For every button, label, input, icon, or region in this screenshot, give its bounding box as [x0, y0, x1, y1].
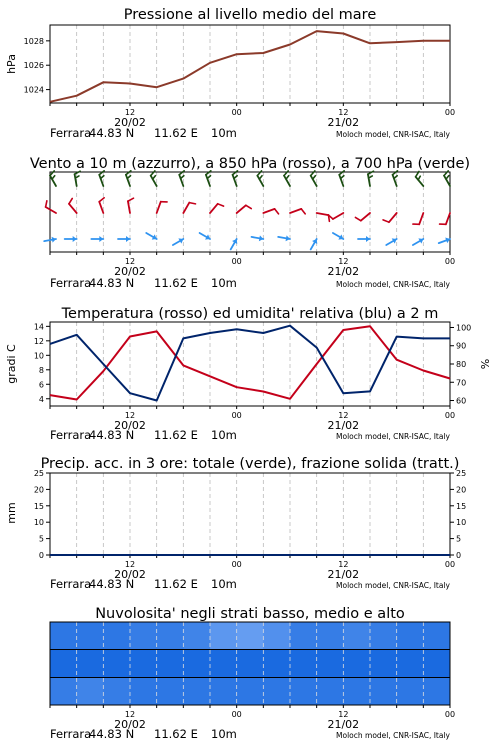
cloud-cell	[397, 650, 424, 678]
wind-barb-850hpa	[413, 213, 423, 224]
y-tick-label: 20	[456, 485, 467, 495]
cloud-cell	[317, 678, 344, 706]
barb-feather	[246, 205, 251, 208]
wind-barb-850hpa	[328, 213, 343, 219]
barb-arrowhead	[126, 236, 130, 242]
cloud-cell	[210, 678, 237, 706]
y-tick-label: 10	[33, 351, 44, 361]
barb-feather	[301, 209, 305, 214]
x-tick-label: 00	[444, 710, 456, 719]
y-tick-label: 10	[33, 518, 44, 528]
wind-barb-10m	[252, 235, 264, 241]
location-label: 44.83 N	[89, 727, 135, 741]
y-tick-label: 25	[456, 469, 467, 478]
cloud-cell	[370, 650, 397, 678]
cloud-cell	[157, 678, 184, 706]
wind-barb-10m	[118, 236, 130, 242]
x-tick-label: 12	[338, 560, 349, 569]
x-tick-label: 00	[231, 108, 242, 117]
barb-shaft	[361, 213, 370, 221]
wind-barb-700hpa	[284, 171, 290, 186]
y-tick-label: 1028	[23, 36, 44, 46]
location-label: Ferrara	[50, 126, 92, 140]
barb-shaft	[263, 209, 274, 213]
wind-barb-850hpa	[210, 204, 224, 213]
cloud-cell	[77, 622, 104, 650]
barb-feather	[446, 176, 449, 179]
y-tick-label: 14	[33, 322, 44, 332]
cloud-cell	[50, 678, 77, 706]
wind-barb-700hpa	[416, 171, 424, 186]
location-label: 44.83 N	[89, 126, 135, 140]
cloud-cell	[317, 650, 344, 678]
wind-barb-850hpa	[355, 213, 370, 221]
barb-feather	[153, 176, 156, 179]
y-tick-label: 6	[38, 380, 44, 390]
location-label: Ferrara	[50, 727, 92, 741]
location-label: 10m	[211, 727, 237, 741]
cloud-cell	[397, 678, 424, 706]
cloud-cell	[237, 622, 264, 650]
wind-barb-10m	[173, 238, 183, 245]
temperature-line	[50, 326, 450, 399]
y-tick-label: 60	[456, 396, 467, 406]
barb-arrowhead	[259, 235, 263, 241]
cloud-cell	[77, 650, 104, 678]
wind-plot-frame	[50, 172, 450, 252]
wind-barb-850hpa	[383, 213, 397, 222]
barb-shaft	[389, 213, 397, 222]
y-tick-label: 10	[456, 518, 467, 528]
cloud-cell	[423, 650, 450, 678]
x-date-label: 20/02	[114, 116, 146, 129]
cloud-panel	[50, 606, 455, 741]
wind-barb-700hpa	[444, 171, 450, 186]
barb-arrowhead	[366, 236, 370, 242]
barb-shaft	[419, 213, 423, 224]
barb-arrowhead	[286, 235, 290, 241]
pressure-ylabel: hPa	[5, 54, 18, 74]
location-label: 44.83 N	[89, 428, 135, 442]
y-tick-label: 5	[456, 534, 462, 544]
cloud-title: Nuvolosita' negli strati basso, medio e alto	[95, 606, 405, 622]
cloud-cell	[370, 678, 397, 706]
barb-feather	[46, 201, 47, 207]
x-date-label: 20/02	[114, 265, 146, 278]
barb-arrowhead	[73, 236, 77, 242]
cloud-cell	[103, 622, 130, 650]
model-credit: Moloch model, CNR-ISAC, Italy	[336, 581, 450, 590]
wind-barb-850hpa	[290, 209, 305, 214]
y-tick-label: 20	[33, 485, 44, 495]
barb-shaft	[290, 209, 301, 213]
location-label: 11.62 E	[154, 276, 198, 290]
x-date-label: 21/02	[327, 419, 360, 432]
barb-feather	[259, 176, 262, 179]
barb-arrowhead	[52, 237, 56, 243]
wind-barb-10m	[358, 236, 370, 242]
y-tick-label: 25	[33, 469, 44, 478]
barb-shaft	[237, 205, 246, 213]
y-tick-label: 12	[33, 336, 44, 346]
barb-shaft	[317, 213, 329, 215]
location-label: 11.62 E	[154, 428, 198, 442]
x-tick-label: 12	[338, 710, 349, 719]
location-label: 11.62 E	[154, 727, 198, 741]
barb-shaft	[69, 204, 77, 213]
y-tick-label: 8	[38, 365, 44, 375]
cloud-cell	[157, 650, 184, 678]
location-label: 44.83 N	[89, 577, 135, 591]
x-tick-label: 00	[444, 411, 456, 420]
wind-barb-10m	[333, 233, 343, 240]
wind-barb-10m	[439, 238, 450, 244]
barb-feather	[313, 176, 316, 179]
location-label: Ferrara	[50, 577, 92, 591]
barb-shaft	[446, 213, 450, 224]
precip-title: Precip. acc. in 3 ore: totale (verde), frazione solida (tratt.)	[40, 456, 460, 472]
cloud-cell	[290, 678, 317, 706]
cloud-cell	[290, 622, 317, 650]
y-tick-label: 0	[38, 551, 44, 560]
location-label: 10m	[211, 276, 237, 290]
cloud-cell	[130, 678, 157, 706]
cloud-cell	[343, 678, 370, 706]
x-tick-label: 12	[124, 710, 136, 719]
wind-barb-10m	[65, 236, 77, 242]
barb-shaft	[157, 202, 161, 213]
cloud-cell	[263, 622, 290, 650]
barb-feather	[127, 176, 130, 179]
x-date-label: 20/02	[114, 419, 146, 432]
cloud-cell	[343, 622, 370, 650]
wind-barb-700hpa	[75, 171, 81, 186]
wind-barb-10m	[200, 233, 210, 240]
y-tick-label: 1024	[23, 85, 44, 95]
y-tick-label: 70	[456, 378, 467, 388]
cloud-cell	[423, 622, 450, 650]
temperature-ylabel: gradi C	[5, 344, 18, 384]
x-tick-label: 12	[124, 560, 136, 569]
location-label: 44.83 N	[89, 276, 135, 290]
barb-feather	[383, 220, 389, 222]
x-tick-label: 00	[231, 560, 242, 569]
wind-barb-850hpa	[317, 213, 330, 221]
wind-barb-850hpa	[237, 205, 252, 213]
cloud-cell	[183, 650, 210, 678]
barb-feather	[234, 176, 237, 179]
wind-barb-850hpa	[46, 201, 56, 213]
x-tick-label: 12	[124, 257, 136, 266]
cloud-cell	[157, 622, 184, 650]
wind-barb-10m	[146, 233, 156, 240]
wind-barb-700hpa	[311, 171, 317, 186]
barb-shaft	[210, 204, 218, 213]
cloud-cell	[130, 622, 157, 650]
x-tick-label: 12	[124, 108, 136, 117]
pressure-line	[50, 31, 450, 102]
location-label: Ferrara	[50, 428, 92, 442]
wind-barb-10m	[91, 236, 103, 242]
cloud-cell	[210, 650, 237, 678]
cloud-cell	[50, 622, 77, 650]
location-label: Ferrara	[50, 276, 92, 290]
wind-barb-850hpa	[69, 198, 77, 213]
x-tick-label: 00	[231, 710, 242, 719]
barb-feather	[69, 198, 72, 203]
wind-barb-10m	[278, 235, 290, 241]
pressure-title: Pressione al livello medio del mare	[123, 7, 377, 23]
y-tick-label: 15	[33, 501, 44, 511]
wind-barb-850hpa	[183, 203, 195, 213]
x-tick-label: 00	[231, 257, 242, 266]
cloud-cell	[397, 622, 424, 650]
wind-title: Vento a 10 m (azzurro), a 850 hPa (rosso), a 700 hPa (verde)	[29, 156, 471, 172]
cloud-cell	[317, 622, 344, 650]
precip-plot-frame	[50, 473, 450, 555]
barb-feather	[286, 176, 289, 179]
cloud-cell	[210, 622, 237, 650]
barb-shaft	[99, 202, 103, 213]
cloud-cell	[50, 650, 77, 678]
barb-feather	[181, 176, 184, 179]
wind-barb-10m	[386, 238, 396, 245]
x-date-label: 21/02	[327, 718, 360, 731]
cloud-cell	[130, 650, 157, 678]
y-tick-label: 1026	[23, 61, 44, 71]
barb-feather	[355, 217, 360, 220]
barb-shaft	[46, 207, 56, 213]
barb-feather	[207, 176, 210, 179]
barb-feather	[418, 176, 420, 180]
y-tick-label: 5	[38, 534, 44, 544]
barb-feather	[394, 176, 397, 179]
x-tick-label: 12	[124, 411, 136, 420]
model-credit: Moloch model, CNR-ISAC, Italy	[336, 432, 450, 441]
model-credit: Moloch model, CNR-ISAC, Italy	[336, 731, 450, 740]
barb-feather	[341, 176, 344, 179]
x-date-label: 21/02	[327, 568, 360, 581]
x-tick-label: 00	[444, 108, 456, 117]
wind-barb-10m	[413, 238, 423, 245]
y-tick-label: 100	[456, 323, 472, 333]
y-tick-label: 0	[456, 551, 462, 560]
precip-panel	[5, 456, 466, 591]
y-tick-label: 15	[456, 501, 467, 511]
x-tick-label: 00	[231, 411, 242, 420]
cloud-cell	[290, 650, 317, 678]
cloud-cell	[237, 650, 264, 678]
location-label: 10m	[211, 428, 237, 442]
location-label: 11.62 E	[154, 126, 198, 140]
model-credit: Moloch model, CNR-ISAC, Italy	[336, 280, 450, 289]
x-tick-label: 12	[338, 411, 349, 420]
barb-feather	[128, 198, 134, 201]
cloud-cell	[103, 650, 130, 678]
wind-barb-700hpa	[257, 171, 263, 186]
x-tick-label: 12	[338, 257, 349, 266]
y-tick-label: 4	[38, 394, 44, 404]
wind-barb-850hpa	[157, 202, 167, 213]
barb-feather	[275, 209, 279, 214]
barb-shaft	[183, 203, 189, 213]
precip-ylabel: mm	[5, 502, 18, 524]
location-label: 10m	[211, 126, 237, 140]
temp-humidity-title: Temperatura (rosso) ed umidita' relativa (blu) a 2 m	[61, 306, 439, 322]
cloud-cell	[237, 678, 264, 706]
barb-feather	[218, 204, 224, 206]
x-date-label: 20/02	[114, 568, 146, 581]
pressure-plot-frame	[50, 25, 450, 103]
x-tick-label: 12	[338, 108, 349, 117]
cloud-cell	[263, 650, 290, 678]
barb-feather	[101, 176, 104, 179]
cloud-cell	[343, 650, 370, 678]
cloud-cell	[103, 678, 130, 706]
location-label: 10m	[211, 577, 237, 591]
cloud-cell	[423, 678, 450, 706]
barb-feather	[52, 176, 55, 179]
cloud-cell	[183, 678, 210, 706]
wind-barb-700hpa	[50, 171, 56, 186]
cloud-cell	[263, 678, 290, 706]
location-label: 11.62 E	[154, 577, 198, 591]
barb-feather	[189, 203, 195, 204]
cloud-cell	[77, 678, 104, 706]
x-date-label: 21/02	[327, 265, 360, 278]
wind-panel	[30, 156, 470, 290]
x-date-label: 20/02	[114, 718, 146, 731]
wind-barb-850hpa	[440, 213, 450, 224]
x-tick-label: 00	[444, 257, 456, 266]
wind-barb-700hpa	[151, 171, 157, 186]
y-tick-label: 90	[456, 341, 467, 351]
x-tick-label: 00	[444, 560, 456, 569]
pressure-panel	[5, 7, 455, 140]
model-credit: Moloch model, CNR-ISAC, Italy	[336, 130, 450, 139]
wind-barb-850hpa	[263, 209, 278, 214]
temp-humidity-panel	[5, 306, 492, 442]
humidity-ylabel: %	[479, 358, 492, 370]
barb-shaft	[333, 213, 343, 219]
wind-barb-850hpa	[128, 198, 134, 213]
cloud-cell	[183, 622, 210, 650]
cloud-cell	[370, 622, 397, 650]
x-date-label: 21/02	[327, 116, 360, 129]
wind-barb-700hpa	[368, 171, 374, 186]
barb-arrowhead	[99, 236, 103, 242]
y-tick-label: 80	[456, 360, 467, 369]
